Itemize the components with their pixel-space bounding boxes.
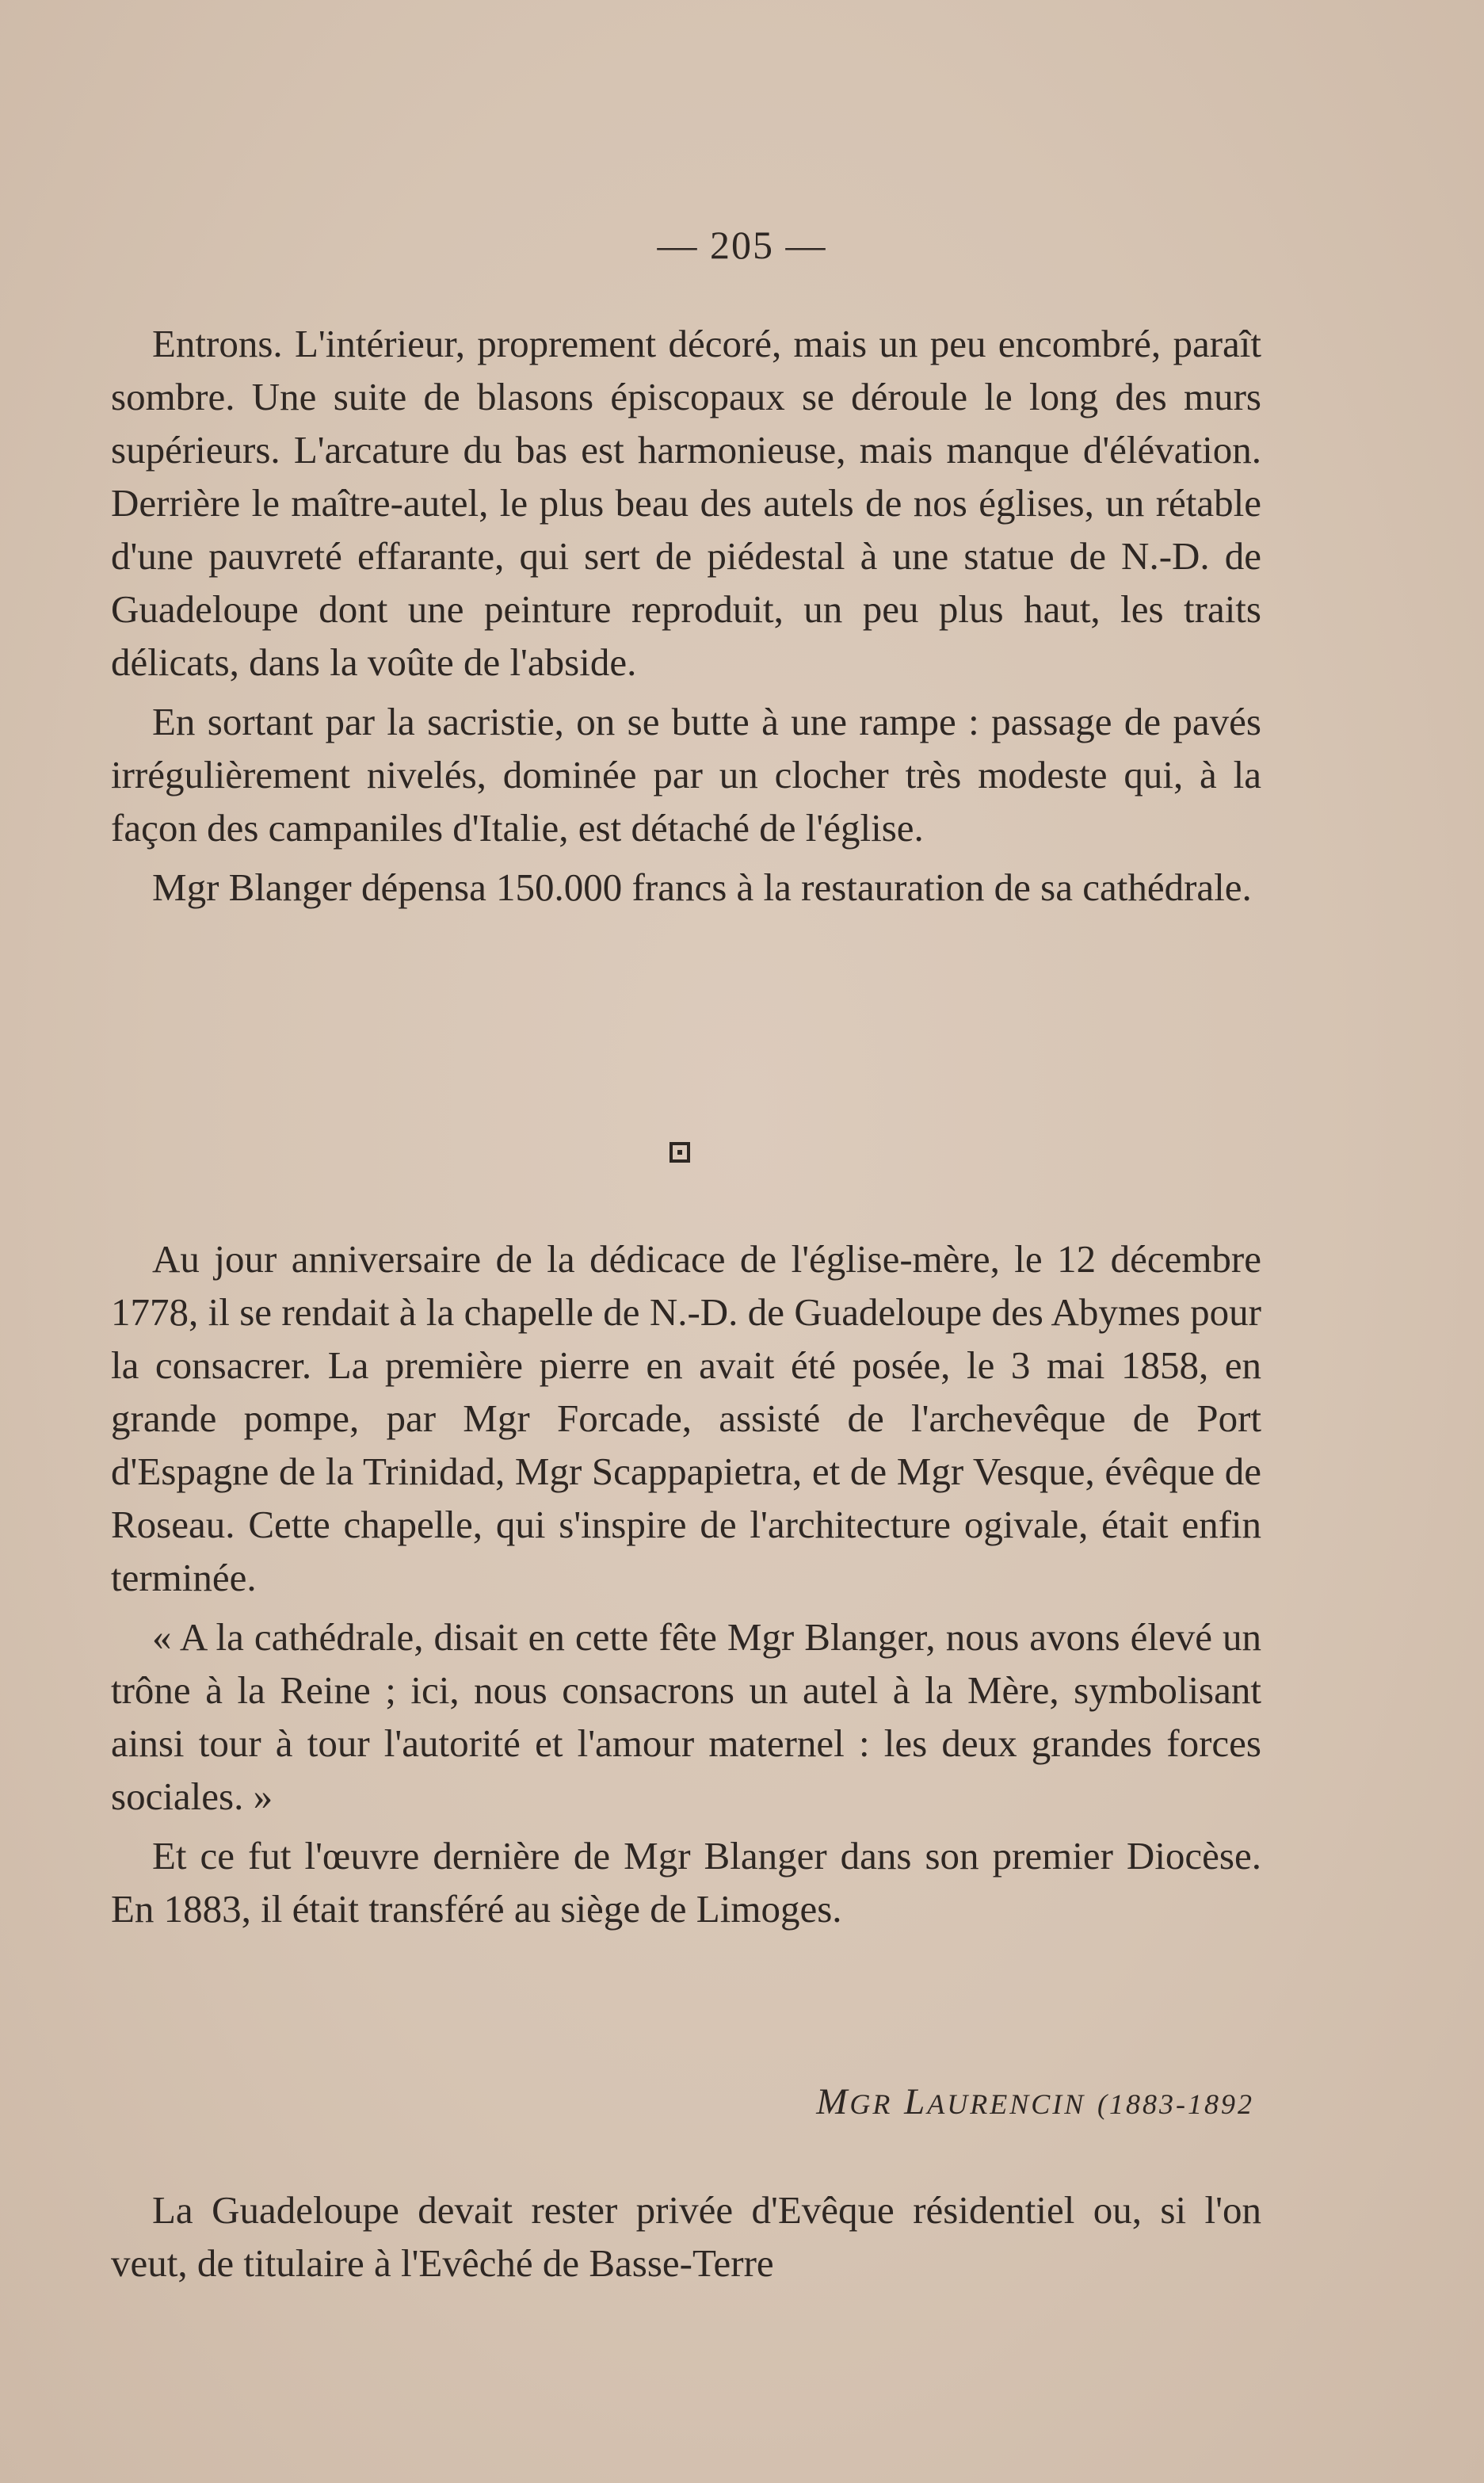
section-heading — [816, 2080, 1254, 2123]
text-block-top — [111, 317, 1261, 914]
heading-smallcaps: AURENCIN — [927, 2088, 1086, 2120]
text-block-bottom — [111, 2183, 1261, 2290]
heading-initial: L — [904, 2081, 928, 2122]
paragraph: « A la cathédrale, disait en cette fête Mgr Blanger, nous avons élevé un trône à la Reine ; ici, nous consacrons un autel à la Mère, symbolisant ainsi tour à tour l'autorité et l'amour maternel : les deux grandes forces sociales. » — [111, 1615, 1261, 1818]
text-block-middle — [111, 1232, 1261, 1935]
heading-dates: (1883-1892 — [1097, 2088, 1254, 2120]
paragraph: En sortant par la sacristie, on se butte à une rampe : passage de pavés irrégulièrement nivelés, dominée par un clocher très modeste qui, à la façon des campaniles d'Italie, est détaché de l'église. — [111, 700, 1261, 850]
paragraph: Et ce fut l'œuvre dernière de Mgr Blanger dans son premier Diocèse. En 1883, il était transféré au siège de Limoges. — [111, 1834, 1261, 1931]
paragraph: Entrons. L'intérieur, proprement décoré, mais un peu encombré, paraît sombre. Une suite de blasons épiscopaux se déroule le long des murs supérieurs. L'arcature du bas est harmonieuse, mais manque d'élévation. Derrière le maître-autel, le plus beau des autels de nos églises, un rétable d'une pauvreté effarante, qui sert de piédestal à une statue de N.-D. de Guadeloupe dont une peinture reproduit, un peu plus haut, les traits délicats, dans la voûte de l'abside. — [111, 322, 1261, 684]
paragraph: Mgr Blanger dépensa 150.000 francs à la restauration de sa cathédrale. — [152, 865, 1252, 909]
paragraph: Au jour anniversaire de la dédicace de l'église-mère, le 12 décembre 1778, il se rendait à la chapelle de N.-D. de Guadeloupe des Abymes pour la consacrer. La première pierre en avait été posée, le 3 mai 1858, en grande pompe, par Mgr Forcade, assisté de l'archevêque de Port d'Espagne de la Trinidad, Mgr Scappapietra, et de Mgr Vesque, évêque de Roseau. Cette chapelle, qui s'inspire de l'architecture ogivale, était enfin terminée. — [111, 1237, 1261, 1599]
page-number: — 205 — — [657, 223, 827, 267]
paragraph: La Guadeloupe devait rester privée d'Evêque résidentiel ou, si l'on veut, de titulaire à l'Evêché de Basse-Terre — [111, 2188, 1261, 2285]
heading-smallcaps: GR — [849, 2088, 893, 2120]
square-dot-ornament-icon — [670, 1142, 690, 1163]
heading-initial: M — [816, 2081, 850, 2122]
